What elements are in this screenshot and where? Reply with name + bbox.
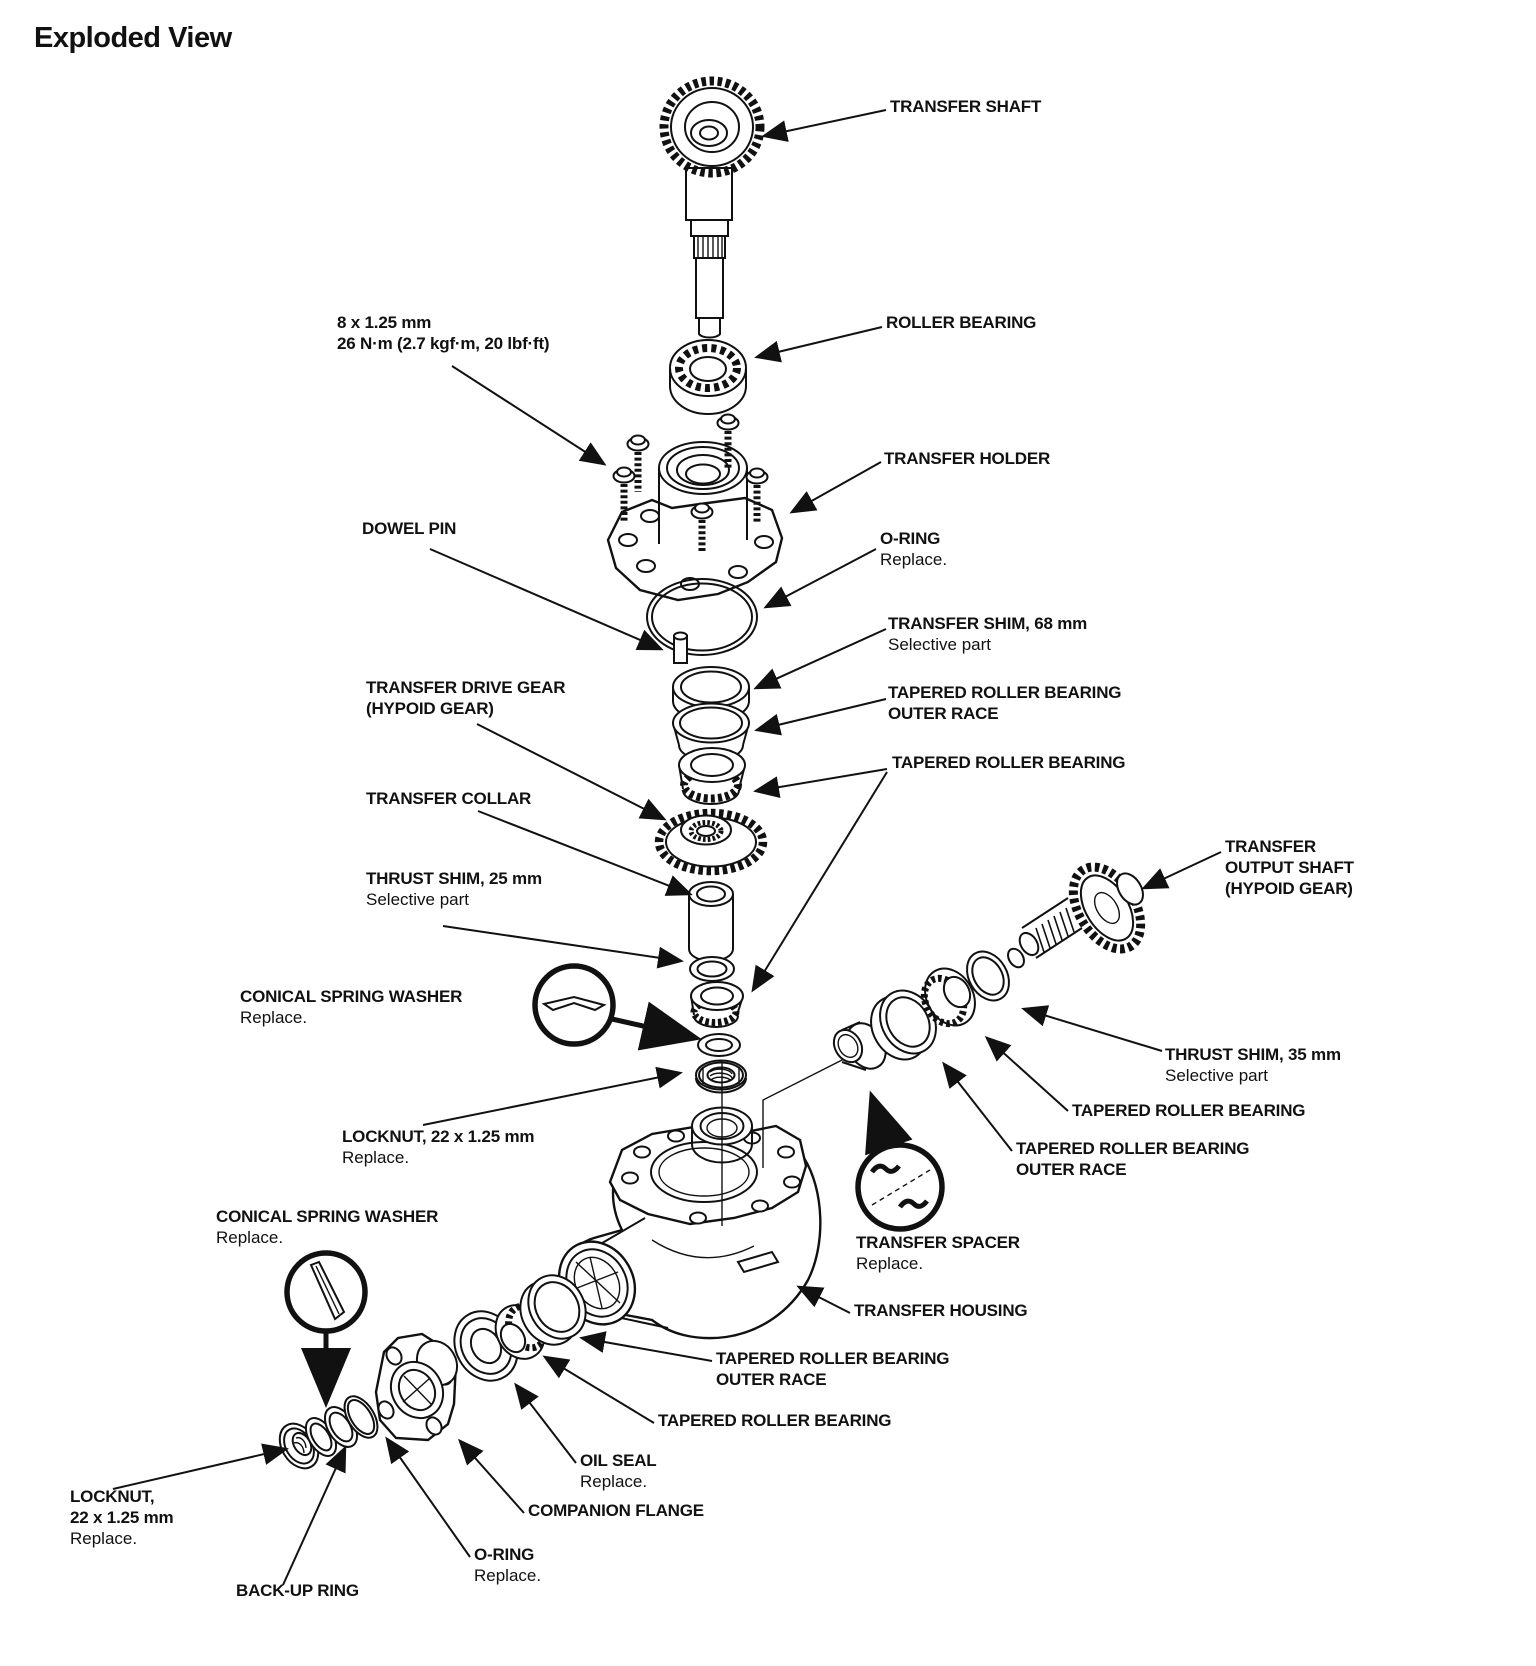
part-label-text: TRANSFER HOUSING [854, 1301, 1028, 1320]
transfer-collar-drawing [689, 882, 733, 961]
part-label-text: DOWEL PIN [362, 519, 457, 538]
part-label-text: (HYPOID GEAR) [1225, 879, 1353, 898]
conical-spring-washer-part-drawing [698, 1034, 740, 1056]
part-label-tapered-roller-bearing-outer-race-right [1016, 1138, 1249, 1180]
transfer-drive-gear-drawing [659, 813, 763, 871]
roller-bearing-drawing [670, 340, 746, 414]
page-title: Exploded View [34, 22, 232, 54]
part-label-conical-spring-washer-bottom [216, 1206, 438, 1248]
part-label-text: TRANSFER SPACER [856, 1233, 1020, 1252]
part-label-text: LOCKNUT, [70, 1487, 155, 1506]
part-label-text: OIL SEAL [580, 1451, 657, 1470]
dowel-pin-drawing [674, 633, 687, 664]
part-label-text: TAPERED ROLLER BEARING [892, 753, 1126, 772]
part-label-note: Selective part [366, 890, 469, 909]
tapered-roller-bearing-lower-drawing [691, 982, 743, 1027]
part-label-text: TAPERED ROLLER BEARING [716, 1349, 950, 1368]
part-label-note: Replace. [580, 1472, 648, 1491]
transfer-shaft-drawing [664, 81, 760, 338]
part-label-dowel-pin [362, 518, 456, 539]
part-label-tapered-roller-bearing-outer-race-mid [888, 682, 1121, 724]
part-label-tapered-roller-bearing-outer-race-bottom [716, 1348, 949, 1390]
part-label-text: LOCKNUT, 22 x 1.25 mm [342, 1127, 535, 1146]
thrust-shim-25-drawing [690, 957, 734, 981]
part-label-transfer-output-shaft [1225, 836, 1354, 899]
transfer-spacer-inset [858, 1145, 942, 1229]
part-label-transfer-drive-gear [366, 677, 565, 719]
part-label-locknut-mid [342, 1126, 534, 1168]
part-label-back-up-ring [236, 1580, 359, 1601]
part-label-text: TAPERED ROLLER BEARING [888, 683, 1122, 702]
part-label-text: TAPERED ROLLER BEARING [1072, 1101, 1306, 1120]
part-label-text: BACK-UP RING [236, 1581, 359, 1600]
part-label-conical-spring-washer-top [240, 986, 462, 1028]
part-label-text: O-RING [880, 529, 941, 548]
part-label-text: TAPERED ROLLER BEARING [658, 1411, 892, 1430]
part-label-tapered-roller-bearing-right [1072, 1100, 1305, 1121]
part-label-text: COMPANION FLANGE [528, 1501, 704, 1520]
part-label-text: O-RING [474, 1545, 535, 1564]
part-label-oil-seal [580, 1450, 657, 1492]
transfer-output-shaft-drawing [1005, 855, 1155, 970]
part-label-bolt-torque-spec [337, 312, 549, 354]
part-label-transfer-collar [366, 788, 531, 809]
part-label-tapered-roller-bearing-bottom [658, 1410, 891, 1431]
conical-spring-washer-top-inset [535, 966, 613, 1044]
part-label-note: Replace. [216, 1228, 284, 1247]
part-label-tapered-roller-bearing-mid [892, 752, 1125, 773]
part-label-locknut-bottom [70, 1486, 173, 1549]
locknut-mid-drawing [696, 1061, 746, 1093]
part-label-note: Replace. [240, 1008, 308, 1027]
part-label-text: 26 N·m (2.7 kgf·m, 20 lbf·ft) [337, 334, 550, 353]
companion-flange-drawing [375, 1334, 465, 1440]
part-label-note: Selective part [888, 635, 991, 654]
part-label-o-ring-top [880, 528, 947, 570]
part-label-note: Replace. [856, 1254, 924, 1273]
part-label-text: TRANSFER [1225, 837, 1316, 856]
part-label-thrust-shim-25 [366, 868, 542, 910]
part-label-text: TRANSFER HOLDER [884, 449, 1051, 468]
part-label-text: ROLLER BEARING [886, 313, 1037, 332]
conical-spring-washer-bottom-inset [287, 1253, 365, 1331]
part-label-text: TRANSFER COLLAR [366, 789, 532, 808]
part-label-text: OUTER RACE [1016, 1160, 1127, 1179]
part-label-transfer-spacer [856, 1232, 1020, 1274]
part-label-text: THRUST SHIM, 35 mm [1165, 1045, 1341, 1064]
part-label-text: TAPERED ROLLER BEARING [1016, 1139, 1250, 1158]
tapered-roller-bearing-mid-drawing [679, 748, 745, 804]
part-label-text: 8 x 1.25 mm [337, 313, 432, 332]
part-label-transfer-shaft [890, 96, 1041, 117]
part-label-note: Replace. [474, 1566, 542, 1585]
part-label-note: Selective part [1165, 1066, 1268, 1085]
part-label-o-ring-bottom [474, 1544, 541, 1586]
part-label-companion-flange [528, 1500, 704, 1521]
part-label-text: TRANSFER DRIVE GEAR [366, 678, 566, 697]
part-label-transfer-holder [884, 448, 1050, 469]
part-label-transfer-shim-68 [888, 613, 1087, 655]
part-label-text: CONICAL SPRING WASHER [240, 987, 463, 1006]
part-label-text: OUTER RACE [716, 1370, 827, 1389]
part-label-text: TRANSFER SHIM, 68 mm [888, 614, 1088, 633]
part-label-note: Replace. [70, 1529, 138, 1548]
part-label-note: Replace. [342, 1148, 410, 1167]
part-label-transfer-housing [854, 1300, 1027, 1321]
part-label-thrust-shim-35 [1165, 1044, 1341, 1086]
part-label-text: THRUST SHIM, 25 mm [366, 869, 542, 888]
part-label-text: OUTPUT SHAFT [1225, 858, 1354, 877]
part-label-text: (HYPOID GEAR) [366, 699, 494, 718]
part-label-text: OUTER RACE [888, 704, 999, 723]
part-label-text: 22 x 1.25 mm [70, 1508, 174, 1527]
part-label-text: CONICAL SPRING WASHER [216, 1207, 439, 1226]
part-label-text: TRANSFER SHAFT [890, 97, 1042, 116]
part-label-roller-bearing [886, 312, 1036, 333]
part-label-note: Replace. [880, 550, 948, 569]
